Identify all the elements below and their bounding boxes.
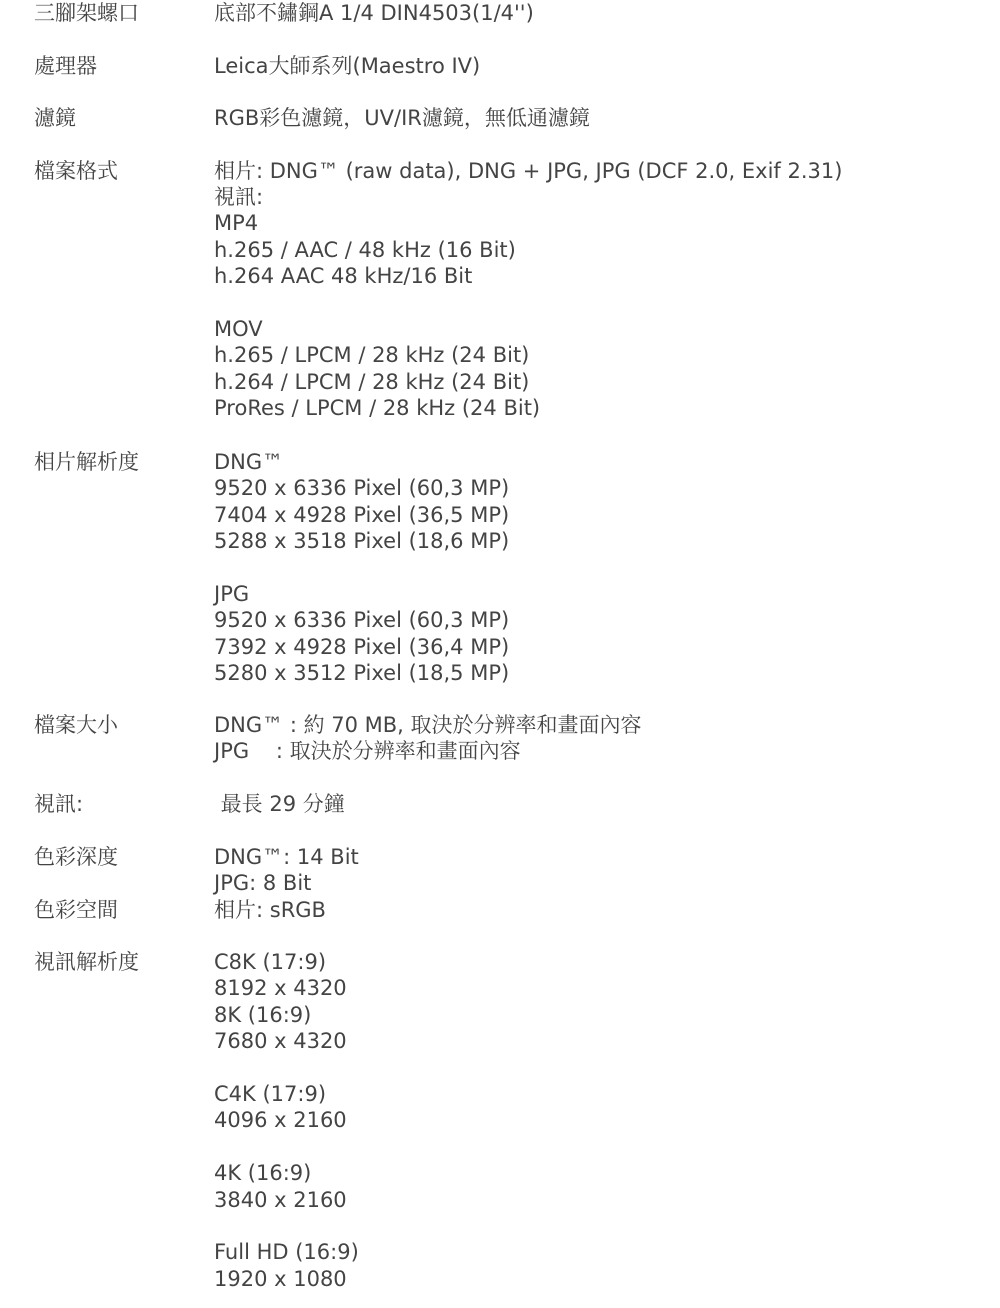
- spec-spacer: [214, 1213, 974, 1239]
- spec-value-line: JPG: 8 Bit: [214, 871, 312, 896]
- spec-spacer: [214, 555, 974, 581]
- spec-value-line: 7392 x 4928 Pixel (36,4 MP): [214, 634, 510, 659]
- spec-value: [214, 53, 974, 79]
- spec-label: 視訊:: [34, 792, 84, 816]
- spec-value-line: C4K (17:9): [214, 1081, 327, 1106]
- spec-value: [214, 791, 974, 817]
- spec-value: [214, 105, 974, 131]
- spec-value: [214, 897, 974, 923]
- spec-value-line: 相片: DNG™ (raw data), DNG + JPG, JPG (DCF 2.0, Exif 2.31): [214, 158, 843, 183]
- spec-label: 濾鏡: [34, 106, 76, 130]
- spec-spacer: [214, 1134, 974, 1160]
- spec-value-line: 9520 x 6336 Pixel (60,3 MP): [214, 608, 510, 633]
- spec-value-line: 1920 x 1080: [214, 1266, 347, 1291]
- spec-label: 相片解析度: [34, 450, 139, 474]
- spec-label: 視訊解析度: [34, 950, 139, 974]
- spec-label: 色彩深度: [34, 845, 118, 869]
- spec-spacer: [214, 289, 974, 315]
- spec-value: [214, 449, 974, 687]
- spec-value-line: 4096 x 2160: [214, 1108, 347, 1133]
- spec-value-line: 8K (16:9): [214, 1002, 312, 1027]
- spec-value: [214, 0, 974, 26]
- spec-value-line: 4K (16:9): [214, 1161, 312, 1186]
- spec-value: [214, 949, 974, 1292]
- spec-value-line: ProRes / LPCM / 28 kHz (24 Bit): [214, 396, 541, 421]
- spec-value-line: 7404 x 4928 Pixel (36,5 MP): [214, 502, 510, 527]
- spec-value-line: h.264 AAC 48 kHz/16 Bit: [214, 264, 473, 289]
- spec-value: [214, 844, 974, 897]
- spec-value-line: h.265 / AAC / 48 kHz (16 Bit): [214, 237, 516, 262]
- spec-value-line: 視訊:: [214, 184, 264, 209]
- spec-value: [214, 158, 974, 422]
- spec-value-line: Leica大師系列(Maestro IV): [214, 53, 481, 78]
- spec-value-line: DNG™: [214, 450, 284, 474]
- spec-value-line: 底部不鏽鋼A 1/4 DIN4503(1/4''): [214, 1, 534, 25]
- spec-value: [214, 712, 974, 765]
- spec-value-line: 5280 x 3512 Pixel (18,5 MP): [214, 661, 510, 686]
- spec-value-line: 5288 x 3518 Pixel (18,6 MP): [214, 529, 510, 554]
- spec-value-line: 相片: sRGB: [214, 897, 326, 922]
- spec-value-line: 9520 x 6336 Pixel (60,3 MP): [214, 476, 510, 501]
- spec-label: 檔案格式: [34, 158, 118, 183]
- spec-value-line: h.264 / LPCM / 28 kHz (24 Bit): [214, 369, 530, 394]
- spec-value-line: DNG™ : 約 70 MB, 取決於分辨率和畫面內容: [214, 713, 642, 737]
- spec-value-line: 7680 x 4320: [214, 1029, 347, 1054]
- spec-value-line: MP4: [214, 211, 259, 236]
- spec-value-line: RGB彩色濾鏡，UV/IR濾鏡，無低通濾鏡: [214, 106, 590, 130]
- spec-value-line: DNG™: 14 Bit: [214, 845, 359, 869]
- spec-value-line: 8192 x 4320: [214, 976, 347, 1001]
- spec-value-line: Full HD (16:9): [214, 1240, 359, 1265]
- spec-spacer: [214, 1055, 974, 1081]
- spec-value-line: 最長 29 分鐘: [214, 792, 345, 816]
- spec-value-line: C8K (17:9): [214, 950, 327, 974]
- spec-label: 三腳架螺口: [34, 1, 139, 25]
- spec-value-line: h.265 / LPCM / 28 kHz (24 Bit): [214, 343, 530, 368]
- spec-label: 檔案大小: [34, 713, 118, 737]
- spec-value-line: 3840 x 2160: [214, 1187, 347, 1212]
- spec-value-line: JPG: [214, 581, 250, 606]
- spec-value-line: MOV: [214, 316, 263, 341]
- spec-value-line: JPG : 取決於分辨率和畫面內容: [214, 739, 521, 764]
- spec-label: 色彩空間: [34, 897, 118, 922]
- spec-label: 處理器: [34, 53, 97, 78]
